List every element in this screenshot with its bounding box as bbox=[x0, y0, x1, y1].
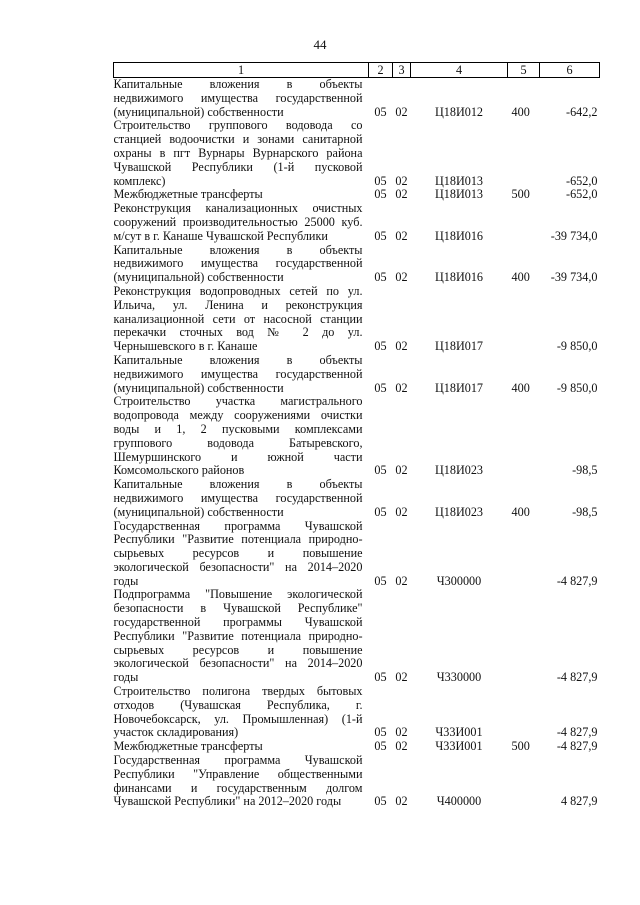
cell-name: Строительство группового водовода со станцией водоочистки и зонами санитарной охраны в пгт Вурнары Вурнарского района Чувашской Республики (1-й пусковой комплекс) bbox=[113, 118, 363, 188]
cell-vr bbox=[508, 685, 540, 740]
cell-rz: 05 bbox=[374, 463, 387, 478]
cell-pr: 02 bbox=[395, 573, 408, 588]
cell-csr: Ч330000 bbox=[436, 670, 482, 685]
cell-sum: 4 827,9 bbox=[560, 794, 598, 809]
cell-rz: 05 bbox=[374, 270, 387, 285]
cell-vr: 400 bbox=[511, 270, 530, 285]
cell-csr: Ч300000 bbox=[436, 573, 482, 588]
table-row bbox=[114, 285, 600, 354]
cell-rz: 05 bbox=[374, 573, 387, 588]
table-row bbox=[114, 202, 600, 243]
cell-vr bbox=[508, 588, 540, 685]
column-header: 6 bbox=[540, 63, 600, 78]
table-row bbox=[114, 685, 600, 740]
cell-sum: -98,5 bbox=[572, 504, 598, 519]
cell-sum: -4 827,9 bbox=[556, 670, 598, 685]
page-number: 44 bbox=[313, 37, 327, 52]
cell-vr: 500 bbox=[511, 187, 530, 202]
cell-sum: -98,5 bbox=[572, 463, 598, 478]
cell-vr bbox=[508, 395, 540, 478]
cell-csr: Ц18И023 bbox=[434, 504, 484, 519]
cell-pr: 02 bbox=[395, 104, 408, 119]
cell-pr: 02 bbox=[395, 173, 408, 188]
cell-pr: 02 bbox=[395, 228, 408, 243]
cell-csr: Ц18И012 bbox=[434, 104, 484, 119]
column-header: 2 bbox=[369, 63, 393, 78]
cell-sum: -642,2 bbox=[566, 104, 598, 119]
cell-vr bbox=[508, 119, 540, 188]
cell-name: Капитальные вложения в объекты недвижимого имущества государственной (муниципальной) собственности bbox=[113, 352, 363, 395]
cell-name: Межбюджетные трансферты bbox=[113, 739, 263, 754]
cell-sum: -39 734,0 bbox=[550, 270, 598, 285]
column-header: 4 bbox=[411, 63, 508, 78]
cell-pr: 02 bbox=[395, 670, 408, 685]
cell-csr: Ч33И001 bbox=[435, 725, 483, 740]
cell-name: Межбюджетные трансферты bbox=[113, 187, 263, 202]
cell-csr: Ц18И016 bbox=[434, 270, 484, 285]
table-row bbox=[114, 588, 600, 685]
table-row bbox=[114, 740, 600, 754]
table-row bbox=[114, 188, 600, 202]
table-row bbox=[114, 244, 600, 285]
cell-rz: 05 bbox=[374, 739, 387, 754]
cell-csr: Ц18И013 bbox=[434, 173, 484, 188]
table-row bbox=[114, 119, 600, 188]
cell-pr: 02 bbox=[395, 270, 408, 285]
table-row bbox=[114, 478, 600, 519]
cell-rz: 05 bbox=[374, 380, 387, 395]
cell-rz: 05 bbox=[374, 339, 387, 354]
cell-rz: 05 bbox=[374, 794, 387, 809]
cell-name: Подпрограмма "Повышение экологической безопасности в Чувашской Республике" государственной программы Чувашской Республики "Развитие потенциала природно-сырьевых ресурсов и повышение экологической безопасности" на 2014–2020 годы bbox=[113, 587, 363, 685]
column-header: 3 bbox=[393, 63, 411, 78]
cell-sum: -652,0 bbox=[566, 187, 598, 202]
cell-rz: 05 bbox=[374, 228, 387, 243]
cell-csr: Ч33И001 bbox=[435, 739, 483, 754]
cell-vr: 400 bbox=[511, 504, 530, 519]
budget-table bbox=[113, 62, 600, 809]
table-row bbox=[114, 754, 600, 809]
cell-vr bbox=[508, 754, 540, 809]
cell-rz: 05 bbox=[374, 173, 387, 188]
cell-vr bbox=[508, 285, 540, 354]
cell-vr bbox=[508, 202, 540, 243]
cell-sum: -39 734,0 bbox=[550, 228, 598, 243]
cell-pr: 02 bbox=[395, 794, 408, 809]
cell-sum: -4 827,9 bbox=[556, 739, 598, 754]
cell-pr: 02 bbox=[395, 463, 408, 478]
cell-csr: Ч400000 bbox=[436, 794, 482, 809]
cell-csr: Ц18И016 bbox=[434, 228, 484, 243]
cell-sum: -4 827,9 bbox=[556, 573, 598, 588]
column-header: 1 bbox=[114, 63, 369, 78]
cell-name: Государственная программа Чувашской Республики "Развитие потенциала природно-сырьевых ресурсов и повышение экологической безопасности" на 2014–2020 годы bbox=[113, 518, 363, 588]
cell-name: Реконструкция водопроводных сетей по ул. Ильича, ул. Ленина и реконструкция канализационной сети от насосной станции перекачки сточных вод № 2 до ул. Чернышевского в г. Канаше bbox=[113, 283, 363, 354]
table-row bbox=[114, 520, 600, 589]
cell-pr: 02 bbox=[395, 504, 408, 519]
cell-vr: 500 bbox=[511, 739, 530, 754]
cell-vr: 400 bbox=[511, 104, 530, 119]
cell-csr: Ц18И023 bbox=[434, 463, 484, 478]
cell-rz: 05 bbox=[374, 725, 387, 740]
cell-pr: 02 bbox=[395, 739, 408, 754]
cell-rz: 05 bbox=[374, 104, 387, 119]
cell-rz: 05 bbox=[374, 670, 387, 685]
table-row bbox=[114, 354, 600, 395]
cell-csr: Ц18И013 bbox=[434, 187, 484, 202]
cell-name: Государственная программа Чувашской Республики "Управление общественными финансами и государственным долгом Чувашской Республики" на 2012–2020 годы bbox=[113, 753, 363, 809]
cell-sum: -4 827,9 bbox=[556, 725, 598, 740]
cell-name: Капитальные вложения в объекты недвижимого имущества государственной (муниципальной) собственности bbox=[113, 242, 363, 285]
cell-pr: 02 bbox=[395, 339, 408, 354]
cell-name: Реконструкция канализационных очистных сооружений производительностью 25000 куб. м/сут в г. Канаше Чувашской Республики bbox=[113, 201, 363, 243]
cell-name: Строительство полигона твердых бытовых отходов (Чувашская Республика, г. Новочебоксарск, ул. Промышленная) (1-й участок складирования) bbox=[113, 684, 363, 740]
cell-vr: 400 bbox=[511, 380, 530, 395]
cell-csr: Ц18И017 bbox=[434, 339, 484, 354]
cell-sum: -9 850,0 bbox=[556, 339, 598, 354]
table-body bbox=[114, 78, 600, 810]
cell-csr: Ц18И017 bbox=[434, 380, 484, 395]
cell-sum: -9 850,0 bbox=[556, 380, 598, 395]
table-header-row bbox=[114, 63, 600, 78]
table-row bbox=[114, 395, 600, 478]
cell-name: Строительство участка магистрального водопровода между сооружениями очистки воды и 1, 2 пусковыми комплексами группового водовода Батыревского, Шемуршинского и южной части Комсомольского районов bbox=[113, 394, 363, 478]
cell-pr: 02 bbox=[395, 725, 408, 740]
cell-rz: 05 bbox=[374, 187, 387, 202]
cell-pr: 02 bbox=[395, 187, 408, 202]
cell-rz: 05 bbox=[374, 504, 387, 519]
cell-vr bbox=[508, 520, 540, 589]
cell-name: Капитальные вложения в объекты недвижимого имущества государственной (муниципальной) собственности bbox=[113, 77, 363, 119]
cell-pr: 02 bbox=[395, 380, 408, 395]
column-header: 5 bbox=[508, 63, 540, 78]
table-row bbox=[114, 78, 600, 120]
cell-name: Капитальные вложения в объекты недвижимого имущества государственной (муниципальной) собственности bbox=[113, 477, 363, 519]
cell-sum: -652,0 bbox=[566, 173, 598, 188]
